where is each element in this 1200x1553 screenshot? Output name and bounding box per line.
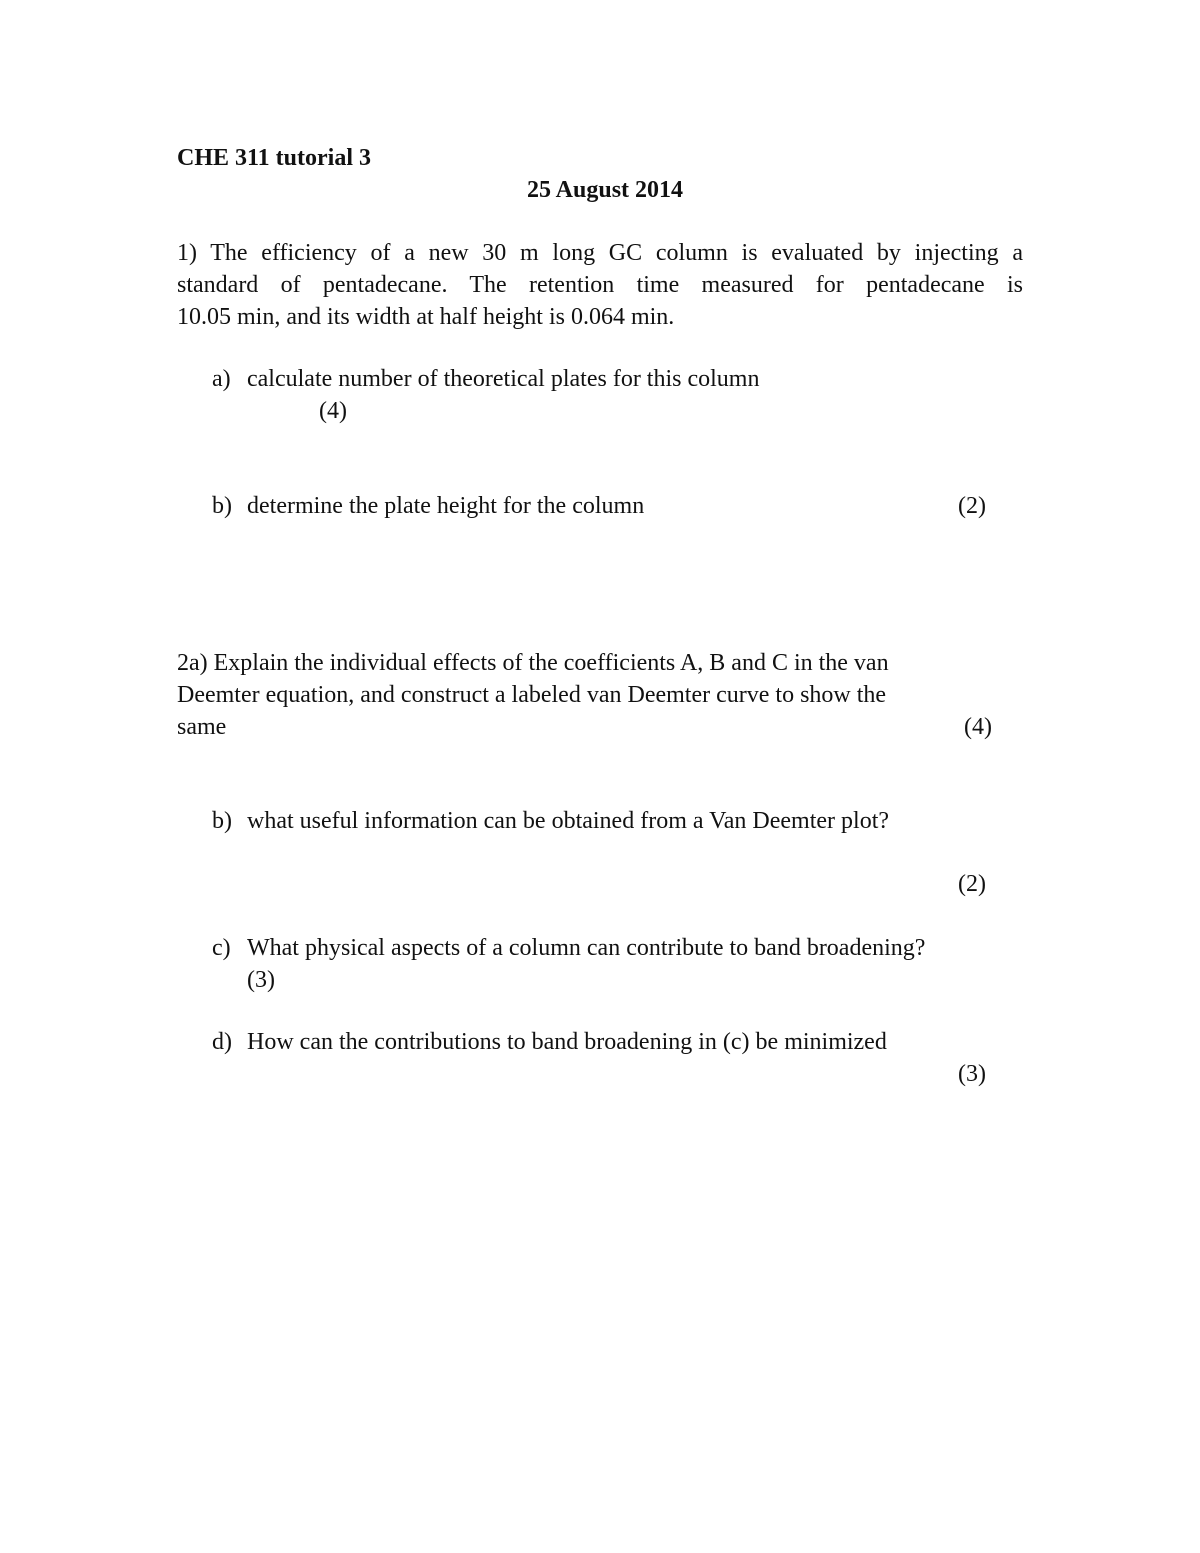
q1-intro-line-1: 1) The efficiency of a new 30 m long GC column is evaluated by injecting a xyxy=(177,240,1023,266)
q1b-label: b) xyxy=(212,493,232,519)
q2d-marks: (3) xyxy=(958,1061,986,1087)
q2b-marks: (2) xyxy=(958,871,986,897)
q2c-text: What physical aspects of a column can contribute to band broadening? xyxy=(247,935,926,961)
q2c-marks: (3) xyxy=(247,967,275,993)
q2d-label: d) xyxy=(212,1029,232,1055)
q2a-line-2: Deemter equation, and construct a labeled van Deemter curve to show the xyxy=(177,682,887,708)
q1a-text: calculate number of theoretical plates for this column xyxy=(247,366,760,392)
q1b-text: determine the plate height for the column xyxy=(247,493,645,519)
q1-intro-line-3: 10.05 min, and its width at half height is 0.064 min. xyxy=(177,304,675,330)
q2c-label: c) xyxy=(212,935,231,961)
course-title: CHE 311 tutorial 3 xyxy=(177,145,372,171)
q2b-text: what useful information can be obtained from a Van Deemter plot? xyxy=(247,808,890,834)
q2d-text: How can the contributions to band broadening in (c) be minimized xyxy=(247,1029,887,1055)
q2a-marks: (4) xyxy=(964,714,992,740)
q1a-label: a) xyxy=(212,366,231,392)
q1-intro-line-2: standard of pentadecane. The retention time measured for pentadecane is xyxy=(177,272,1023,298)
q1b-marks: (2) xyxy=(958,493,986,519)
document-date: 25 August 2014 xyxy=(527,177,684,203)
q2a-line-1: 2a) Explain the individual effects of the coefficients A, B and C in the van xyxy=(177,650,889,676)
q2a-line-3: same xyxy=(177,714,227,740)
q2b-label: b) xyxy=(212,808,232,834)
q1a-marks: (4) xyxy=(319,398,347,424)
